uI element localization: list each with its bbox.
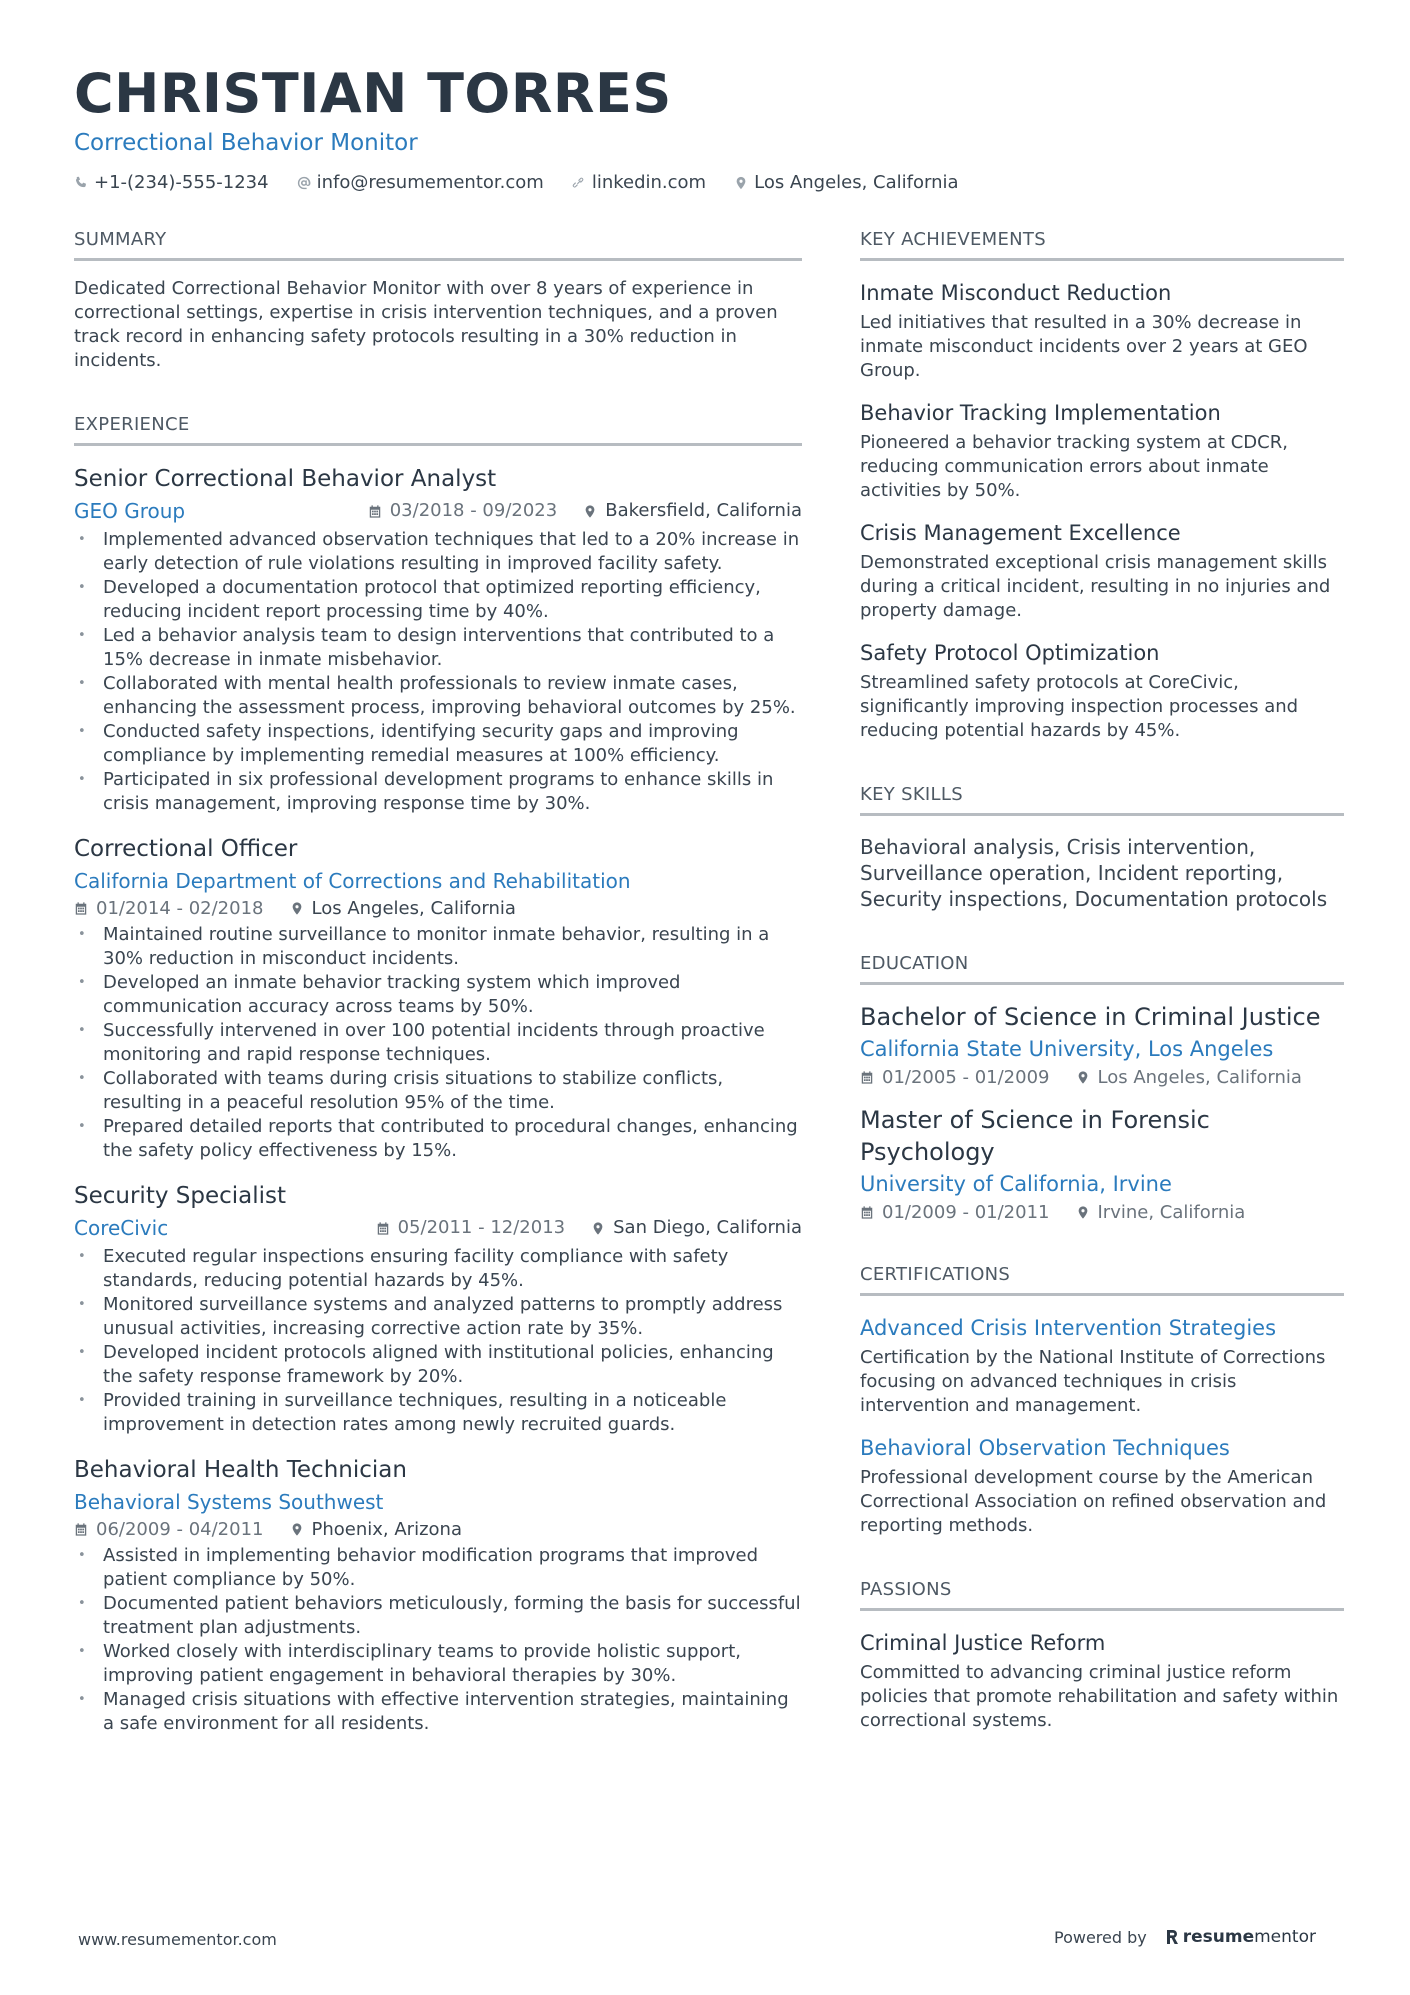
job-title: Security Specialist [74,1183,287,1209]
bullet-item: • Executed regular inspections ensuring facility compliance with safety standards, reducing potential hazards by 45%. [74,1245,802,1293]
candidate-name: CHRISTIAN TORRES [74,62,672,125]
contact-row [74,172,1344,193]
resumementor-logo-icon [1165,1929,1179,1945]
education-section [860,952,1344,1223]
skills-section [860,783,1344,912]
degree-title: Master of Science in Forensic Psychology [860,1106,1210,1166]
school-name: University of California, Irvine [860,1172,1172,1196]
candidate-title: Correctional Behavior Monitor [74,130,418,156]
job-title: Correctional Officer [74,836,298,862]
calendar-icon [74,1522,88,1537]
link-icon [572,176,586,190]
certification-text: Certification by the National Institute of Corrections focusing on advanced techniques in crisis intervention and management. [860,1347,1326,1416]
bullet-item: • Developed incident protocols aligned with institutional policies, enhancing the safety response framework by 20%. [74,1341,802,1389]
job-dates: 06/2009 - 04/2011 [96,1519,264,1540]
passions-section [860,1578,1344,1733]
edu-location: Los Angeles, California [1097,1067,1302,1088]
job-bullets [74,528,802,816]
certification-text: Professional development course by the American Correctional Association on refined observation and reporting methods. [860,1467,1327,1536]
job-entry [74,1181,802,1437]
contact-phone[interactable] [74,172,269,193]
school-name: California State University, Los Angeles [860,1037,1274,1061]
location-pin-icon [583,504,597,519]
location-pin-icon [1076,1205,1090,1220]
skills-text: Behavioral analysis, Crisis intervention, Surveillance operation, Incident reporting, Security inspections, Documentation protocols [860,835,1328,911]
bullet-item: • Led a behavior analysis team to design interventions that contributed to a 15% decrease in inmate misbehavior. [74,624,802,672]
achievements-section [860,228,1344,743]
certifications-heading: CERTIFICATIONS [860,1263,1344,1296]
achievement-item [860,279,1344,383]
achievement-item [860,519,1344,623]
achievement-title: Inmate Misconduct Reduction [860,281,1172,305]
location-pin-icon [734,176,748,190]
calendar-icon [74,901,88,916]
bullet-item: • Implemented advanced observation techniques that led to a 20% increase in early detection of rule violations resulting in improved facility safety. [74,528,802,576]
summary-section [74,228,802,373]
job-title: Senior Correctional Behavior Analyst [74,466,497,492]
passion-text: Committed to advancing criminal justice reform policies that promote rehabilitation and safety within correctional systems. [860,1662,1339,1731]
certifications-section [860,1263,1344,1538]
job-entry [74,1455,802,1736]
certification-title: Behavioral Observation Techniques [860,1436,1230,1460]
location-pin-icon [290,901,304,916]
footer-website[interactable]: www.resumementor.com [78,1930,277,1949]
certification-item [860,1434,1344,1538]
degree-title: Bachelor of Science in Criminal Justice [860,1003,1321,1031]
right-column [860,228,1344,1733]
skills-heading: KEY SKILLS [860,783,1344,816]
calendar-icon [376,1221,390,1236]
brand-bold: resume [1182,1927,1255,1947]
phone-icon [74,176,88,190]
achievement-title: Behavior Tracking Implementation [860,401,1221,425]
powered-by-label: Powered by [1054,1927,1147,1947]
at-sign-icon [297,176,311,190]
certification-item [860,1314,1344,1418]
achievement-text: Led initiatives that resulted in a 30% decrease in inmate misconduct incidents over 2 years at GEO Group. [860,312,1308,381]
brand-rest: mentor [1254,1927,1316,1947]
phone-text: +1-(234)-555-1234 [94,172,269,193]
linkedin-text: linkedin.com [591,172,707,193]
company-name: GEO Group [74,499,186,523]
bullet-item: • Managed crisis situations with effective intervention strategies, maintaining a safe environment for all residents. [74,1688,802,1736]
passion-item [860,1629,1344,1733]
contact-location [734,172,958,193]
bullet-item: • Collaborated with teams during crisis situations to stabilize conflicts, resulting in a peaceful resolution 95% of the time. [74,1067,802,1115]
achievement-item [860,639,1344,743]
footer-powered-by [1054,1927,1316,1947]
education-item [860,1104,1344,1223]
achievement-item [860,399,1344,503]
achievement-title: Safety Protocol Optimization [860,641,1160,665]
edu-location: Irvine, California [1097,1202,1246,1223]
calendar-icon [368,504,382,519]
bullet-item: • Assisted in implementing behavior modification programs that improved patient compliance by 50%. [74,1544,802,1592]
experience-section [74,413,802,1736]
achievements-heading: KEY ACHIEVEMENTS [860,228,1344,261]
job-title: Behavioral Health Technician [74,1457,407,1483]
job-dates: 01/2014 - 02/2018 [96,898,264,919]
bullet-item: • Worked closely with interdisciplinary teams to provide holistic support, improving patient engagement in behavioral therapies by 30%. [74,1640,802,1688]
bullet-item: • Provided training in surveillance techniques, resulting in a noticeable improvement in detection rates among newly recruited guards. [74,1389,802,1437]
certification-title: Advanced Crisis Intervention Strategies [860,1316,1277,1340]
calendar-icon [860,1070,874,1085]
experience-heading: EXPERIENCE [74,413,802,446]
bullet-item: • Developed an inmate behavior tracking system which improved communication accuracy across teams by 50%. [74,971,802,1019]
education-heading: EDUCATION [860,952,1344,985]
job-bullets [74,1245,802,1437]
bullet-item: • Prepared detailed reports that contributed to procedural changes, enhancing the safety policy effectiveness by 15%. [74,1115,802,1163]
passion-title: Criminal Justice Reform [860,1631,1106,1655]
summary-text: Dedicated Correctional Behavior Monitor with over 8 years of experience in correctional settings, expertise in crisis intervention techniques, and a proven track record in enhancing safety protocols resulting in a 30% reduction in incidents. [74,278,778,371]
company-name: Behavioral Systems Southwest [74,1490,384,1514]
achievement-text: Demonstrated exceptional crisis management skills during a critical incident, resulting in no injuries and property damage. [860,552,1331,621]
bullet-item: • Developed a documentation protocol that optimized reporting efficiency, reducing incident report processing time by 40%. [74,576,802,624]
achievement-text: Pioneered a behavior tracking system at CDCR, reducing communication errors about inmate activities by 50%. [860,432,1288,501]
bullet-item: • Successfully intervened in over 100 potential incidents through proactive monitoring and rapid response techniques. [74,1019,802,1067]
job-location: Los Angeles, California [311,898,516,919]
job-location: Bakersfield, California [605,500,802,521]
job-dates: 05/2011 - 12/2013 [397,1217,566,1238]
education-item [860,1001,1344,1088]
job-bullets [74,923,802,1163]
achievement-title: Crisis Management Excellence [860,521,1181,545]
location-pin-icon [591,1221,605,1236]
email-text: info@resumementor.com [316,172,544,193]
company-name: California Department of Corrections and Rehabilitation [74,869,631,893]
passions-heading: PASSIONS [860,1578,1344,1611]
contact-linkedin[interactable] [572,172,706,193]
job-dates: 03/2018 - 09/2023 [389,500,558,521]
company-name: CoreCivic [74,1216,169,1240]
location-pin-icon [290,1522,304,1537]
achievement-text: Streamlined safety protocols at CoreCivic, significantly improving inspection processes and reducing potential hazards by 45%. [860,672,1299,741]
job-location: San Diego, California [613,1217,802,1238]
left-column [74,228,802,1736]
location-pin-icon [1076,1070,1090,1085]
bullet-item: • Collaborated with mental health professionals to review inmate cases, enhancing the assessment process, improving behavioral outcomes by 25%. [74,672,802,720]
bullet-item: • Maintained routine surveillance to monitor inmate behavior, resulting in a 30% reduction in misconduct incidents. [74,923,802,971]
brand-logo[interactable] [1165,1927,1316,1947]
bullet-item: • Participated in six professional development programs to enhance skills in crisis management, improving response time by 30%. [74,768,802,816]
edu-dates: 01/2009 - 01/2011 [882,1202,1050,1223]
bullet-item: • Conducted safety inspections, identifying security gaps and improving compliance by implementing remedial measures at 100% efficiency. [74,720,802,768]
job-bullets [74,1544,802,1736]
job-location: Phoenix, Arizona [311,1519,462,1540]
job-entry [74,464,802,816]
resume-page [74,62,1344,1734]
bullet-item: • Documented patient behaviors meticulously, forming the basis for successful treatment plan adjustments. [74,1592,802,1640]
job-entry [74,834,802,1163]
location-text: Los Angeles, California [754,172,959,193]
contact-email[interactable] [297,172,544,193]
bullet-item: • Monitored surveillance systems and analyzed patterns to promptly address unusual activities, increasing corrective action rate by 35%. [74,1293,802,1341]
edu-dates: 01/2005 - 01/2009 [882,1067,1050,1088]
summary-heading: SUMMARY [74,228,802,261]
calendar-icon [860,1205,874,1220]
